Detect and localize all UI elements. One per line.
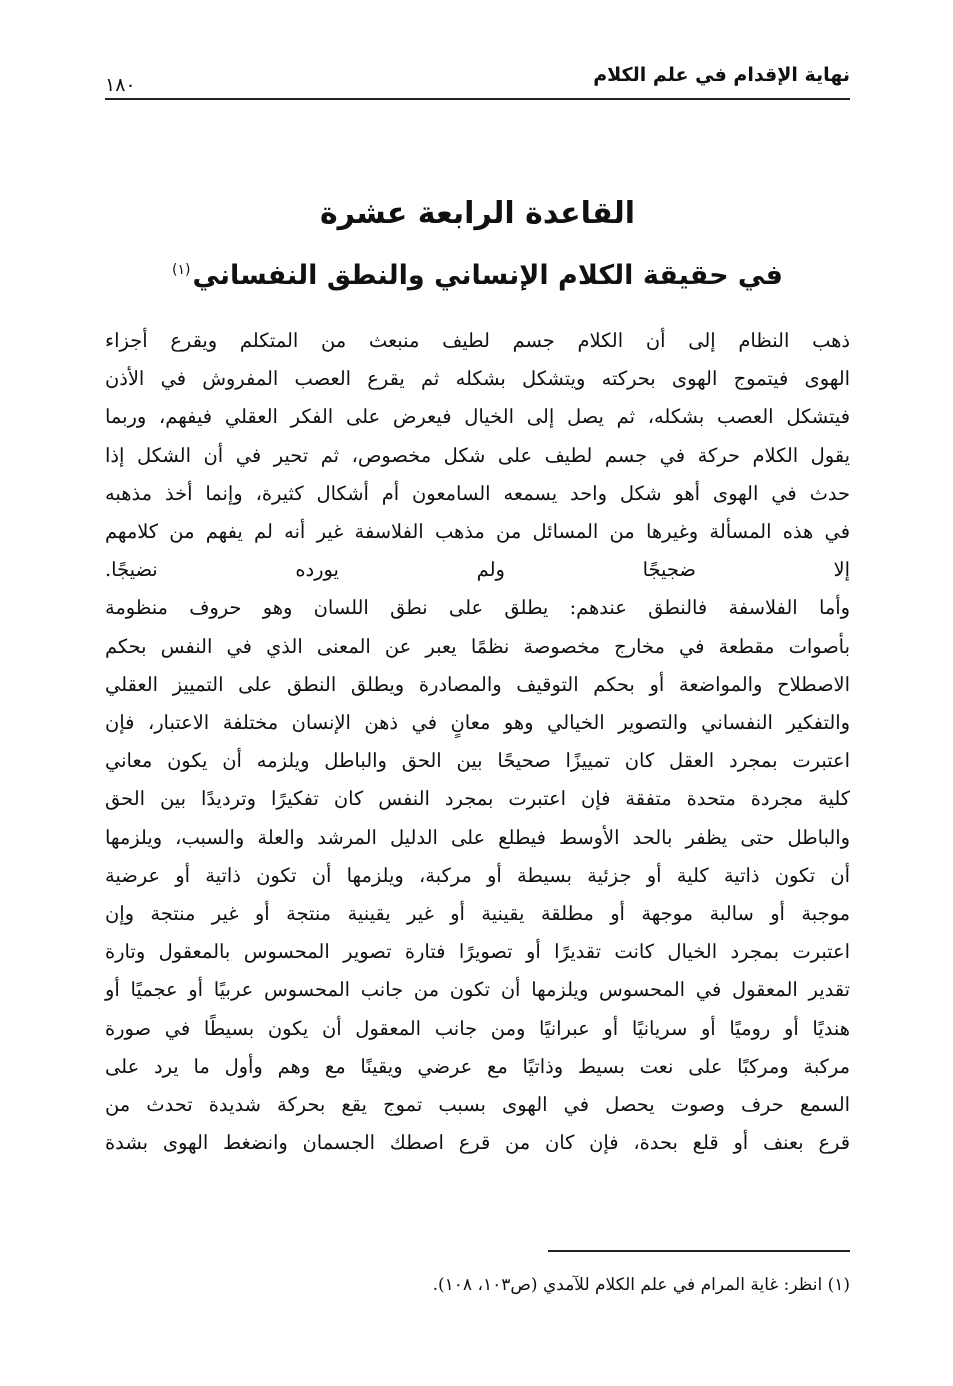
- running-header: [105, 58, 850, 100]
- page-number: ١٨٠: [105, 74, 136, 96]
- body-line: اعتبرت بمجرد الخيال كانت تقديرًا أو تصويرًا فتارة تصوير المحسوس بالمعقول وتارة: [105, 940, 850, 964]
- body-line: كلية مجردة متحدة متفقة فإن اعتبرت بمجرد النفس كان تفكيرًا وترديدًا بين الحق: [105, 787, 850, 811]
- body-line: ذهب النظام إلى أن الكلام جسم لطيف منبعث من المتكلم ويقرع أجزاء: [105, 329, 850, 352]
- body-line: والتفكير النفساني والتصوير الخيالي وهو معانٍ في ذهن الإنسان مختلفة الاعتبار، فإن: [105, 711, 850, 735]
- body-line: موجبة أو سالبة موجهة أو مطلقة يقينية أو غير يقينية منتجة أو غير منتجة وإن: [105, 902, 850, 926]
- body-line: وأما الفلاسفة فالنطق عندهم: يطلق على نطق اللسان وهو حروف منظومة: [105, 596, 850, 620]
- body-line: السمع حرف وصوت يحصل في الهوى بسبب تموج يقع بحركة شديدة تحدث من: [105, 1093, 850, 1117]
- body-line: إلا ضجيجًا ولم يورده نضيجًا.: [105, 558, 850, 582]
- body-line: الاصطلاح والمواضعة أو بحكم التوقيف والمصادرة ويطلق النطق على التمييز العقلي: [105, 672, 850, 696]
- footnote-reference: (١): [172, 262, 191, 278]
- chapter-title: القاعدة الرابعة عشرة: [319, 196, 636, 231]
- body-line: اعتبرت بمجرد العقل كان تمييزًا صحيحًا بين الحق والباطل ويلزمه أن يكون معاني: [105, 749, 850, 773]
- footnote-divider: [548, 1250, 850, 1252]
- body-line: هنديًا أو روميًا أو سريانيًا أو عبرانيًا ومن جانب المعقول أن يكون بسيطًا في صورة: [105, 1016, 850, 1040]
- chapter-subtitle: [105, 260, 850, 291]
- body-line: والباطل حتى يظفر بالحد الأوسط فيطلع على الدليل المرشد والعلة والسبب، ويلزمها: [105, 825, 850, 849]
- book-title: نهاية الإقدام في علم الكلام: [593, 64, 850, 86]
- body-line: مركبة ومركبًا على نعت بسيط وذاتيًا مع عرضي ويقينًا مع وهم وأول ما يرد على: [105, 1054, 850, 1078]
- body-line: تقدير المعقول في المحسوس ويلزمها أن تكون من جانب المحسوس عربيًا أو عجميًا أو: [105, 978, 850, 1002]
- body-text: [105, 322, 850, 1162]
- body-line: حدث في الهوى أهو شكل واحد يسمعه السامعون أم أشكال كثيرة، وإنما أخذ مذهبه: [105, 481, 850, 505]
- body-line: فيتشكل العصب بشكله، ثم يصل إلى الخيال فيعرض على الفكر العقلي فيفهم، وربما: [105, 405, 850, 429]
- body-line: يقول الكلام حركة في جسم لطيف على شكل مخصوص، ثم تحير في أن الشكل إذا: [105, 443, 850, 467]
- body-line: الهوى فيتموج الهوى بحركته ويتشكل بشكله ثم يقرع العصب المفروش في الأذن: [105, 367, 850, 391]
- body-line: أن تكون ذاتية كلية أو جزئية بسيطة أو مركبة، ويلزمها أن تكون ذاتية أو عرضية: [105, 863, 850, 887]
- body-line: قرع بعنف أو قلع بحدة، فإن كان من قرع اصطك الجسمان وانضغط الهوى بشدة: [105, 1131, 850, 1155]
- chapter-subtitle-text: في حقيقة الكلام الإنساني والنطق النفساني: [192, 260, 783, 291]
- body-line: في هذه المسألة وغيرها من المسائل من مذهب الفلاسفة غير أنه لم يفهم من كلامهم: [105, 520, 850, 544]
- body-line: بأصوات مقطعة في مخارج مخصوصة نظمًا يعبر عن المعنى الذي في النفس بحكم: [105, 634, 850, 658]
- footnote: (١) انظر: غاية المرام في علم الكلام للآمدي (ص١٠٣، ١٠٨).: [432, 1275, 850, 1295]
